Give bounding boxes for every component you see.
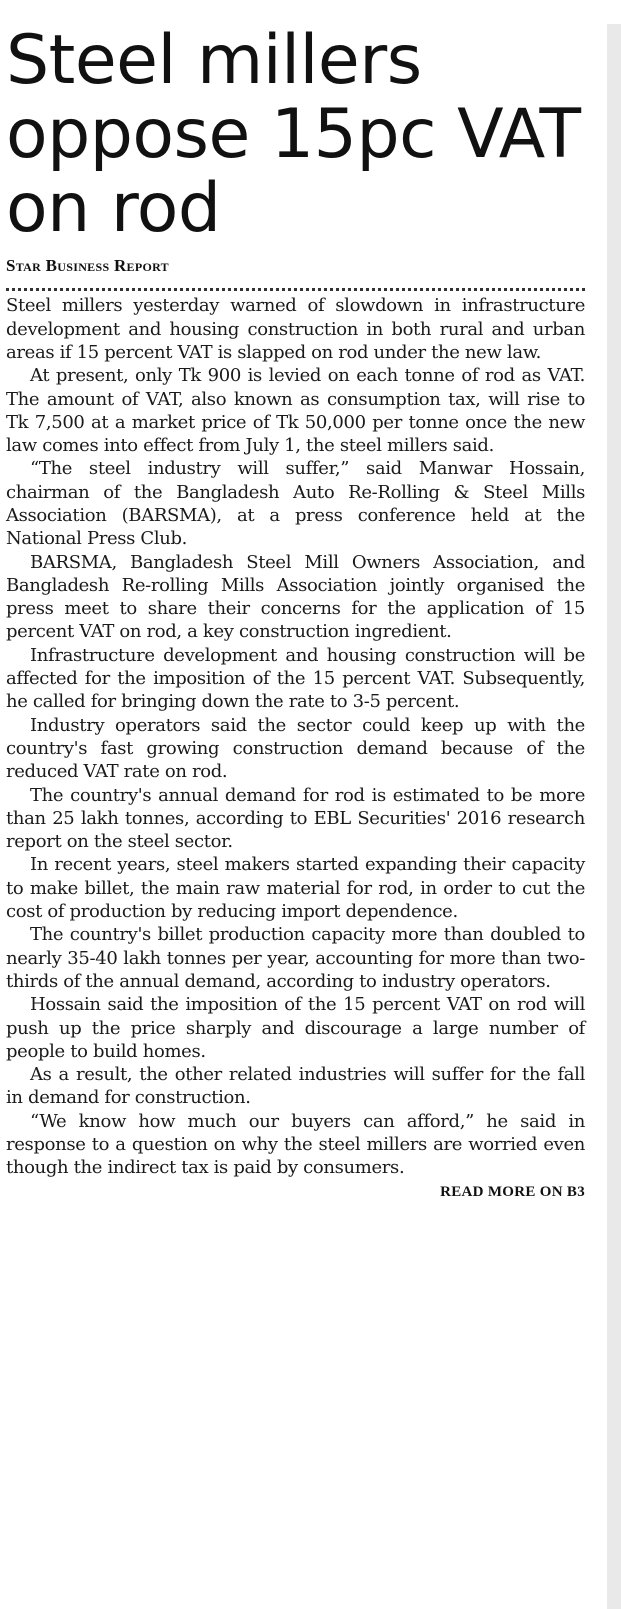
article-body [6,294,585,1179]
dotted-divider [6,288,585,291]
headline: Steel millers oppose 15pc VAT on rod [6,21,581,249]
byline: Star Business Report [6,256,169,276]
paragraph: The country's annual demand for rod is estimated to be more than 25 lakh tonnes, according to EBL Securities' 2016 research report on the steel sector. [6,784,585,853]
paragraph: Steel millers yesterday warned of slowdown in infrastructure development and housing construction in both rural and urban areas if 15 percent VAT is slapped on rod under the new law. [6,295,585,363]
paragraph: In recent years, steel makers started expanding their capacity to make billet, the main raw material for rod, in order to cut the cost of production by reducing import dependence. [6,854,585,923]
paragraph: The country's billet production capacity more than doubled to nearly 35-40 lakh tonnes per year, accounting for more than two-thirds of the annual demand, according to industry operators. [6,924,585,992]
news-article [0,21,621,1609]
paragraph: Infrastructure development and housing construction will be affected for the imposition of the 15 percent VAT. Subsequently, he called for bringing down the rate to 3-5 percent. [6,644,585,713]
paragraph: BARSMA, Bangladesh Steel Mill Owners Association, and Bangladesh Re-rolling Mills Association jointly organised the press meet to share their concerns for the application of 15 percent VAT on rod, a key construction ingredient. [6,551,585,643]
paragraph: “We know how much our buyers can afford,” he said in response to a question on why the steel millers are worried even though the indirect tax is paid by consumers. [6,1110,585,1179]
paragraph: As a result, the other related industries will suffer for the fall in demand for construction. [6,1064,585,1109]
paragraph: At present, only Tk 900 is levied on each tonne of rod as VAT. The amount of VAT, also known as consumption tax, will rise to Tk 7,500 at a market price of Tk 50,000 per tonne once the new law comes into effect from July 1, the steel millers said. [6,365,585,457]
paragraph: Hossain said the imposition of the 15 percent VAT on rod will push up the price sharply and discourage a large number of people to build homes. [6,994,585,1062]
read-more-link[interactable]: READ MORE ON B3 [440,1183,585,1200]
paragraph: “The steel industry will suffer,” said Manwar Hossain, chairman of the Bangladesh Auto Re-Rolling & Steel Mills Association (BARSMA), at a press conference held at the National Press Club. [6,458,585,550]
paragraph: Industry operators said the sector could keep up with the country's fast growing construction demand because of the reduced VAT rate on rod. [6,714,585,783]
